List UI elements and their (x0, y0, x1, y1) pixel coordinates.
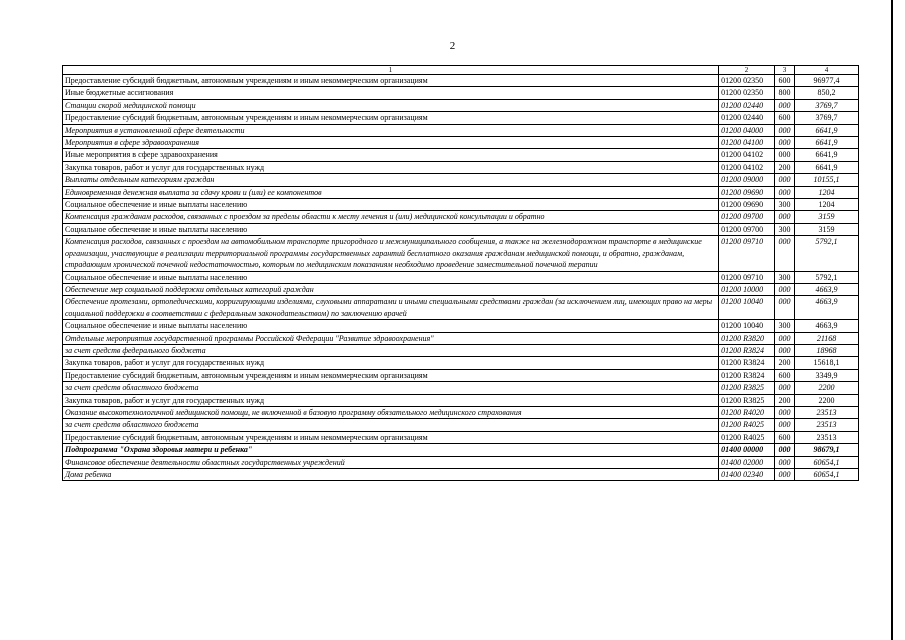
row-expense-type: 000 (774, 149, 794, 161)
table-row (63, 75, 859, 87)
table-row (63, 394, 859, 406)
row-amount: 4663,9 (795, 283, 859, 295)
row-expense-type: 000 (774, 186, 794, 198)
row-expense-type: 000 (774, 99, 794, 111)
row-description: Социальное обеспечение и иные выплаты населению (63, 320, 719, 332)
row-amount: 60654,1 (795, 456, 859, 468)
row-description: Станции скорой медицинской помощи (63, 99, 719, 111)
row-expense-type: 000 (774, 124, 794, 136)
row-amount: 3769,7 (795, 112, 859, 124)
row-target-code: 01200 09000 (719, 174, 775, 186)
row-amount: 96977,4 (795, 75, 859, 87)
table-row (63, 444, 859, 456)
table-row (63, 332, 859, 344)
row-expense-type: 000 (774, 211, 794, 223)
row-expense-type: 200 (774, 161, 794, 173)
row-description: Выплаты отдельным категориям граждан (63, 174, 719, 186)
row-target-code: 01200 09690 (719, 199, 775, 211)
row-description: Социальное обеспечение и иные выплаты населению (63, 271, 719, 283)
row-expense-type: 000 (774, 296, 794, 320)
table-row (63, 124, 859, 136)
row-description: Закупка товаров, работ и услуг для государственных нужд (63, 357, 719, 369)
table-row (63, 406, 859, 418)
row-expense-type: 000 (774, 344, 794, 356)
row-expense-type: 300 (774, 223, 794, 235)
row-target-code: 01200 02350 (719, 75, 775, 87)
row-target-code: 01400 00000 (719, 444, 775, 456)
row-target-code: 01200 04102 (719, 161, 775, 173)
table-row (63, 199, 859, 211)
row-amount: 23513 (795, 406, 859, 418)
scan-edge-line (891, 0, 893, 640)
row-target-code: 01400 02340 (719, 469, 775, 481)
row-amount: 2200 (795, 382, 859, 394)
row-description: Иные мероприятия в сфере здравоохранения (63, 149, 719, 161)
row-amount: 850,2 (795, 87, 859, 99)
row-target-code: 01400 02000 (719, 456, 775, 468)
table-row (63, 112, 859, 124)
table-row (63, 87, 859, 99)
row-description: Оказание высокотехнологичной медицинской помощи, не включенной в базовую программу обязательного медицинского страхования (63, 406, 719, 418)
row-expense-type: 600 (774, 75, 794, 87)
row-description: Закупка товаров, работ и услуг для государственных нужд (63, 161, 719, 173)
row-expense-type: 300 (774, 320, 794, 332)
table-row (63, 137, 859, 149)
row-expense-type: 600 (774, 112, 794, 124)
row-amount: 3159 (795, 223, 859, 235)
table-row (63, 419, 859, 431)
row-target-code: 01200 09700 (719, 223, 775, 235)
row-target-code: 01200 04000 (719, 124, 775, 136)
table-row (63, 320, 859, 332)
row-expense-type: 000 (774, 382, 794, 394)
row-amount: 23513 (795, 431, 859, 443)
row-target-code: 01200 09710 (719, 236, 775, 271)
table-row (63, 271, 859, 283)
row-target-code: 01200 10000 (719, 283, 775, 295)
row-description: Предоставление субсидий бюджетным, автономным учреждениям и иным некоммерческим организациям (63, 75, 719, 87)
row-expense-type: 000 (774, 236, 794, 271)
row-description: Отдельные мероприятия государственной программы Российской Федерации "Развитие здравоохранения" (63, 332, 719, 344)
row-expense-type: 000 (774, 406, 794, 418)
table-header-row (63, 66, 859, 75)
row-target-code: 01200 R3824 (719, 344, 775, 356)
table-row (63, 161, 859, 173)
row-description: Единовременная денежная выплата за сдачу крови и (или) ее компонентов (63, 186, 719, 198)
row-expense-type: 200 (774, 357, 794, 369)
row-amount: 3159 (795, 211, 859, 223)
row-description: за счет средств федерального бюджета (63, 344, 719, 356)
row-expense-type: 800 (774, 87, 794, 99)
row-target-code: 01200 R3825 (719, 382, 775, 394)
row-expense-type: 000 (774, 332, 794, 344)
row-expense-type: 000 (774, 419, 794, 431)
table-row (63, 456, 859, 468)
row-expense-type: 300 (774, 199, 794, 211)
header-cell-3: 3 (774, 66, 794, 75)
table-row (63, 283, 859, 295)
row-amount: 1204 (795, 199, 859, 211)
row-expense-type: 000 (774, 283, 794, 295)
row-description: Социальное обеспечение и иные выплаты населению (63, 199, 719, 211)
row-target-code: 01200 04100 (719, 137, 775, 149)
row-target-code: 01200 R4020 (719, 406, 775, 418)
row-description: Компенсация расходов, связанных с проездом на автомобильном транспорте пригородного и межмуниципального сообщения, а также на железнодорожном транспорте в медицинские организации, участвующие в реализации территориальной программы государственных гарантий бесплатного оказания гражданам медицинской помощи, и обратно, гражданам, страдающим хронической почечной недостаточностью, которым по медицинским показаниям необходимо проведение заместительной почечной терапии (63, 236, 719, 271)
row-amount: 6641,9 (795, 161, 859, 173)
row-amount: 15618,1 (795, 357, 859, 369)
table-row (63, 223, 859, 235)
row-target-code: 01200 R3824 (719, 357, 775, 369)
row-target-code: 01200 09710 (719, 271, 775, 283)
table-row (63, 236, 859, 271)
row-expense-type: 600 (774, 369, 794, 381)
table-row (63, 357, 859, 369)
row-amount: 21168 (795, 332, 859, 344)
row-amount: 60654,1 (795, 469, 859, 481)
row-target-code: 01200 04102 (719, 149, 775, 161)
row-amount: 23513 (795, 419, 859, 431)
row-amount: 3349,9 (795, 369, 859, 381)
table-row (63, 382, 859, 394)
row-description: за счет средств областного бюджета (63, 382, 719, 394)
row-amount: 3769,7 (795, 99, 859, 111)
row-expense-type: 000 (774, 456, 794, 468)
row-description: Обеспечение мер социальной поддержки отдельных категорий граждан (63, 283, 719, 295)
row-target-code: 01200 R3820 (719, 332, 775, 344)
table-row (63, 369, 859, 381)
row-description: Обеспечение протезами, ортопедическими, корригирующими изделиями, слуховыми аппаратами и иными специальными средствами граждан (за исключением лиц, имеющих право на меры социальной поддержки в соответствии с федеральным законодательством) по заключению врачей (63, 296, 719, 320)
row-amount: 10155,1 (795, 174, 859, 186)
row-amount: 1204 (795, 186, 859, 198)
row-amount: 98679,1 (795, 444, 859, 456)
row-description: Закупка товаров, работ и услуг для государственных нужд (63, 394, 719, 406)
row-target-code: 01200 R3824 (719, 369, 775, 381)
table-row (63, 186, 859, 198)
table-row (63, 174, 859, 186)
row-target-code: 01200 02350 (719, 87, 775, 99)
header-cell-1: 1 (63, 66, 719, 75)
row-expense-type: 200 (774, 394, 794, 406)
row-amount: 4663,9 (795, 320, 859, 332)
row-amount: 4663,9 (795, 296, 859, 320)
row-target-code: 01200 10040 (719, 296, 775, 320)
row-amount: 6641,9 (795, 137, 859, 149)
row-target-code: 01200 R4025 (719, 419, 775, 431)
header-cell-4: 4 (795, 66, 859, 75)
row-amount: 6641,9 (795, 124, 859, 136)
row-description: Дома ребенка (63, 469, 719, 481)
row-description: Мероприятия в установленной сфере деятельности (63, 124, 719, 136)
table-row (63, 431, 859, 443)
page-number: 2 (449, 40, 456, 52)
row-description: за счет средств областного бюджета (63, 419, 719, 431)
row-description: Подпрограмма "Охрана здоровья матери и ребенка" (63, 444, 719, 456)
row-amount: 6641,9 (795, 149, 859, 161)
row-amount: 18968 (795, 344, 859, 356)
table-row (63, 296, 859, 320)
row-description: Социальное обеспечение и иные выплаты населению (63, 223, 719, 235)
row-target-code: 01200 R4025 (719, 431, 775, 443)
row-target-code: 01200 09700 (719, 211, 775, 223)
row-expense-type: 000 (774, 137, 794, 149)
row-amount: 5792,1 (795, 236, 859, 271)
row-target-code: 01200 02440 (719, 99, 775, 111)
row-target-code: 01200 02440 (719, 112, 775, 124)
row-description: Предоставление субсидий бюджетным, автономным учреждениям и иным некоммерческим организациям (63, 112, 719, 124)
row-expense-type: 000 (774, 444, 794, 456)
budget-table (62, 65, 859, 481)
table-row (63, 99, 859, 111)
row-expense-type: 000 (774, 174, 794, 186)
row-target-code: 01200 09690 (719, 186, 775, 198)
table-row (63, 149, 859, 161)
row-expense-type: 000 (774, 469, 794, 481)
table-row (63, 211, 859, 223)
table-row (63, 469, 859, 481)
row-description: Иные бюджетные ассигнования (63, 87, 719, 99)
row-target-code: 01200 R3825 (719, 394, 775, 406)
row-description: Мероприятия в сфере здравоохранения (63, 137, 719, 149)
header-cell-2: 2 (719, 66, 775, 75)
row-description: Компенсация гражданам расходов, связанных с проездом за пределы области к месту лечения и (или) медицинской консультации и обратно (63, 211, 719, 223)
table-row (63, 344, 859, 356)
row-description: Предоставление субсидий бюджетным, автономным учреждениям и иным некоммерческим организациям (63, 431, 719, 443)
row-amount: 2200 (795, 394, 859, 406)
row-expense-type: 300 (774, 271, 794, 283)
row-description: Финансовое обеспечение деятельности областных государственных учреждений (63, 456, 719, 468)
row-target-code: 01200 10040 (719, 320, 775, 332)
row-expense-type: 600 (774, 431, 794, 443)
row-amount: 5792,1 (795, 271, 859, 283)
row-description: Предоставление субсидий бюджетным, автономным учреждениям и иным некоммерческим организациям (63, 369, 719, 381)
